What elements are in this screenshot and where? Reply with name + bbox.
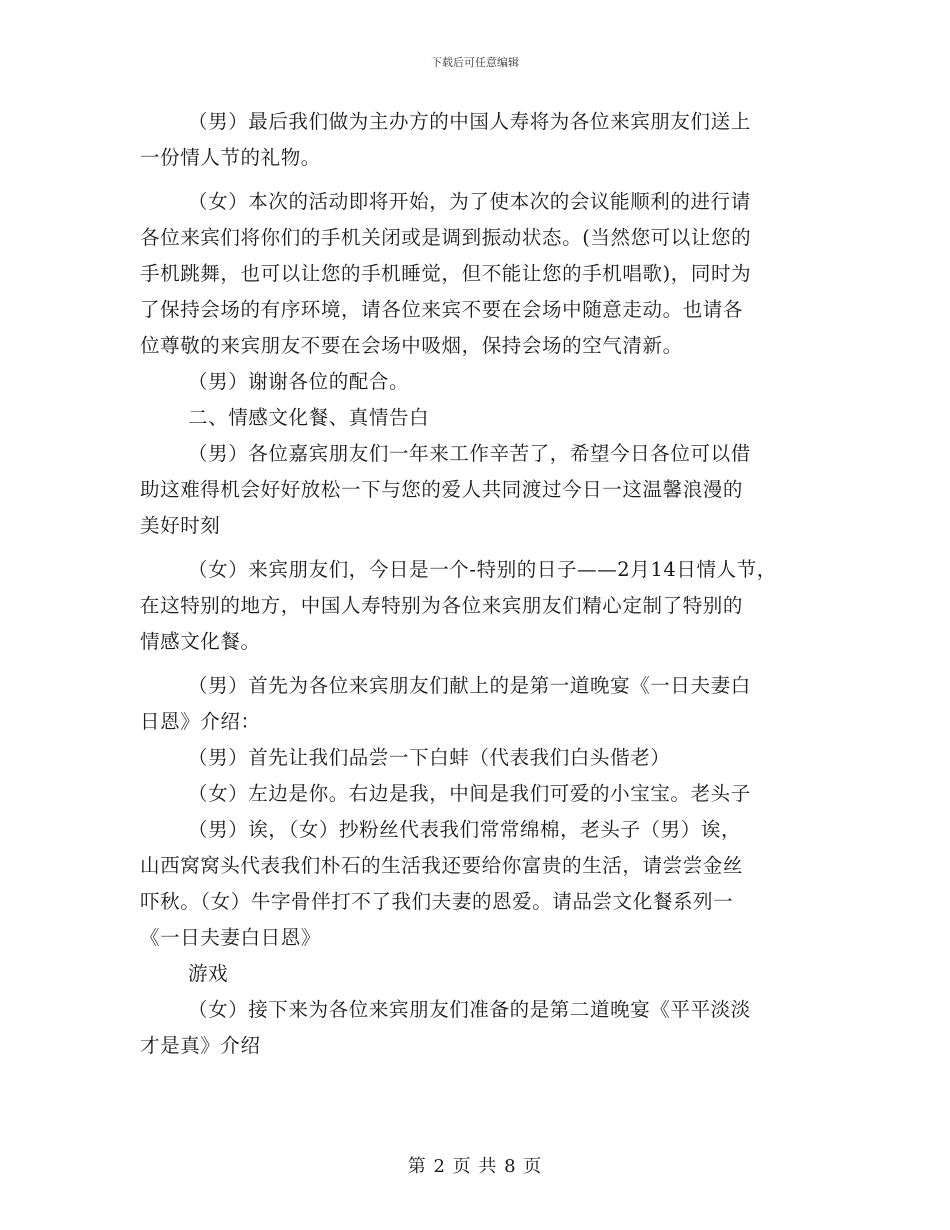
text-line: 一份情人节的礼物。 [140, 146, 321, 169]
text-line: 日恩》介绍： [140, 710, 261, 733]
text-line: （男）首先让我们品尝一下白蚌（代表我们白头偕老） [188, 746, 671, 769]
text-line: 情感文化餐。 [140, 630, 261, 653]
text-line: （女）本次的活动即将开始，为了使本次的会议能顺利的进行请 [188, 190, 751, 213]
document-body [140, 104, 830, 1064]
text-line: （女）来宾朋友们，今日是一个-特别的日子——2月14日情人节， [188, 558, 777, 581]
text-line: 才是真》介绍 [140, 1034, 261, 1057]
page-header-note: 下载后可任意编辑 [431, 56, 519, 69]
text-line: （男）各位嘉宾朋友们一年来工作辛苦了，希望今日各位可以借 [188, 442, 751, 465]
text-line: 手机跳舞，也可以让您的手机睡觉，但不能让您的手机唱歌)，同时为 [140, 262, 752, 285]
text-line: 吓秋。（女）牛字骨伴打不了我们夫妻的恩爱。请品尝文化餐系列一 [140, 890, 734, 913]
text-line: 助这难得机会好好放松一下与您的爱人共同渡过今日一这温馨浪漫的 [140, 478, 744, 501]
text-line: 《一日夫妻白日恩》 [140, 926, 321, 949]
text-line: 山西窝窝头代表我们朴石的生活我还要给你富贵的生活，请尝尝金丝 [140, 854, 744, 877]
text-line: 美好时刻 [140, 514, 221, 537]
text-line: （女）接下来为各位来宾朋友们准备的是第二道晚宴《平平淡淡 [188, 998, 751, 1021]
text-line: 游戏 [188, 962, 229, 985]
text-line: 各位来宾们将你们的手机关闭或是调到振动状态。(当然您可以让您的 [140, 226, 752, 249]
section-heading: 二、情感文化餐、真情告白 [188, 406, 430, 429]
text-line: （女）左边是你。右边是我，中间是我们可爱的小宝宝。老头子 [188, 782, 751, 805]
text-line: 在这特别的地方，中国人寿特别为各位来宾朋友们精心定制了特别的 [140, 594, 744, 617]
text-line: （男）谢谢各位的配合。 [188, 370, 410, 393]
text-line: （男）最后我们做为主办方的中国人寿将为各位来宾朋友们送上 [188, 110, 751, 133]
text-line: （男）诶，（女）抄粉丝代表我们常常绵棉，老头子（男）诶， [188, 818, 742, 841]
page-number-footer: 第 2 页 共 8 页 [407, 1156, 543, 1177]
text-line: 了保持会场的有序环境，请各位来宾不要在会场中随意走动。也请各 [140, 298, 744, 321]
text-line: （男）首先为各位来宾朋友们献上的是第一道晚宴《一日夫妻白 [188, 674, 751, 697]
text-line: 位尊敬的来宾朋友不要在会场中吸烟，保持会场的空气清新。 [140, 334, 683, 357]
